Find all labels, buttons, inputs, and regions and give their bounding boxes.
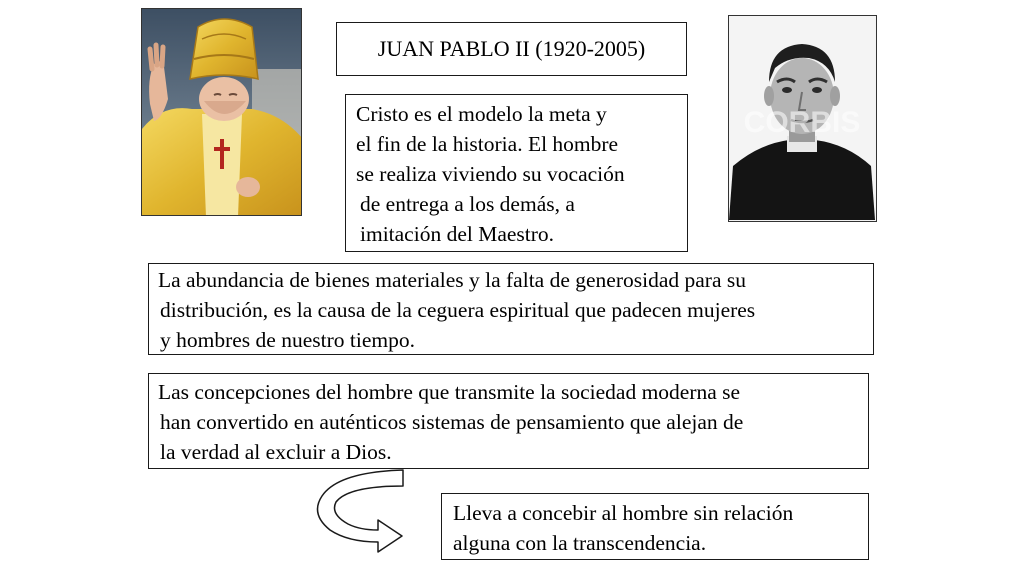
- quote-box-transcendence: [441, 493, 869, 560]
- curved-arrow-icon: [308, 466, 408, 554]
- quote-line: La abundancia de bienes materiales y la falta de generosidad para su: [158, 268, 746, 292]
- quote-line: Cristo es el modelo la meta y: [356, 102, 607, 126]
- quote-box-modern-society: [148, 373, 869, 469]
- quote-line: y hombres de nuestro tiempo.: [160, 328, 415, 352]
- page-title: JUAN PABLO II (1920-2005): [377, 36, 646, 61]
- corbis-watermark: CORBIS: [743, 106, 861, 139]
- quote-line: se realiza viviendo su vocación: [356, 162, 625, 186]
- photo-young-priest: [728, 15, 877, 222]
- young-priest-portrait-illustration: [729, 16, 875, 220]
- pope-portrait-illustration: [142, 9, 302, 216]
- quote-line: Lleva a concebir al hombre sin relación: [453, 501, 794, 525]
- quote-line: alguna con la transcendencia.: [453, 531, 707, 555]
- quote-line: el fin de la historia. El hombre: [356, 132, 619, 156]
- quote-line: de entrega a los demás, a: [360, 192, 575, 216]
- photo-john-paul-ii-elderly: [141, 8, 302, 216]
- quote-box-material-goods: [148, 263, 874, 355]
- quote-line: han convertido en auténticos sistemas de pensamiento que alejan de: [160, 410, 744, 434]
- title-box: [336, 22, 687, 76]
- quote-line: la verdad al excluir a Dios.: [160, 440, 392, 464]
- quote-line: imitación del Maestro.: [360, 222, 555, 246]
- quote-line: Las concepciones del hombre que transmite la sociedad moderna se: [158, 380, 741, 404]
- quote-line: distribución, es la causa de la ceguera espiritual que padecen mujeres: [160, 298, 756, 322]
- quote-box-christ-model: [345, 94, 688, 252]
